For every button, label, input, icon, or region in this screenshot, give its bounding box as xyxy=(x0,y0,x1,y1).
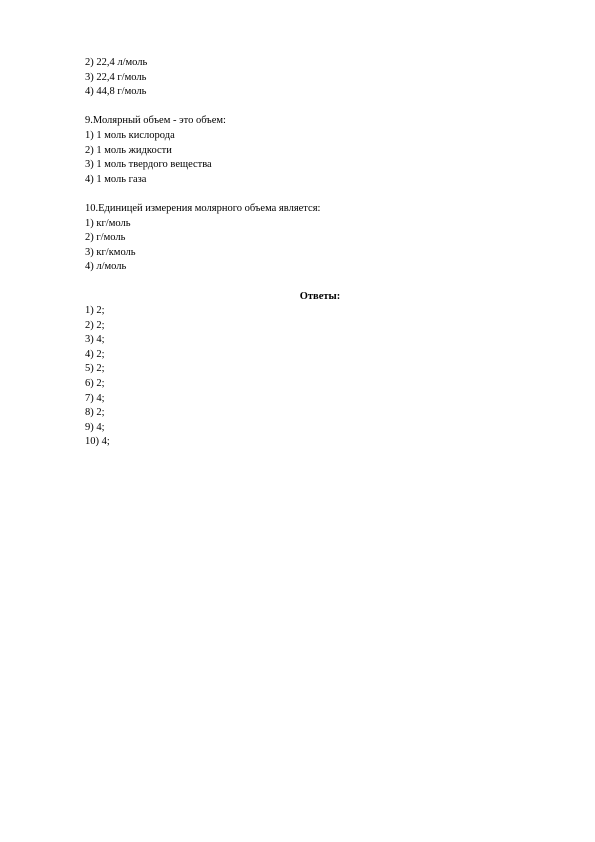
answer-option: 4) л/моль xyxy=(85,261,127,273)
spacer xyxy=(85,100,555,115)
spacer xyxy=(85,187,555,202)
answer-key-item: 9) 4; xyxy=(85,421,105,433)
answers-section xyxy=(85,290,555,451)
answer-key-item: 6) 2; xyxy=(85,378,105,390)
answer-option: 2) г/моль xyxy=(85,232,126,244)
answer-key-item: 2) 2; xyxy=(85,319,105,331)
question-text: 10.Единицей измерения молярного объема является: xyxy=(85,202,321,214)
spacer xyxy=(85,275,555,290)
question-text: 9.Молярный объем - это объем: xyxy=(85,115,226,127)
document-page xyxy=(85,56,555,450)
question-10 xyxy=(85,202,555,275)
answer-key-item: 10) 4; xyxy=(85,436,110,448)
answer-option: 2) 1 моль жидкости xyxy=(85,144,172,156)
answer-option: 1) кг/моль xyxy=(85,217,131,229)
answer-option: 4) 1 моль газа xyxy=(85,173,147,185)
answer-option: 1) 1 моль кислорода xyxy=(85,129,175,141)
answer-key-item: 3) 4; xyxy=(85,334,105,346)
answer-key-item: 8) 2; xyxy=(85,407,105,419)
answer-option: 3) 1 моль твердого вещества xyxy=(85,159,212,171)
answer-key-item: 5) 2; xyxy=(85,363,105,375)
answers-heading: Ответы: xyxy=(299,290,341,302)
answer-option: 2) 22,4 л/моль xyxy=(85,57,148,68)
answer-option: 3) кг/кмоль xyxy=(85,246,136,258)
answer-key-item: 7) 4; xyxy=(85,392,105,404)
answer-key-item: 4) 2; xyxy=(85,348,105,360)
question-8-options xyxy=(85,56,555,100)
answer-option: 4) 44,8 г/моль xyxy=(85,86,147,98)
answer-key-item: 1) 2; xyxy=(85,305,105,317)
question-9 xyxy=(85,114,555,187)
answer-option: 3) 22,4 г/моль xyxy=(85,71,147,83)
